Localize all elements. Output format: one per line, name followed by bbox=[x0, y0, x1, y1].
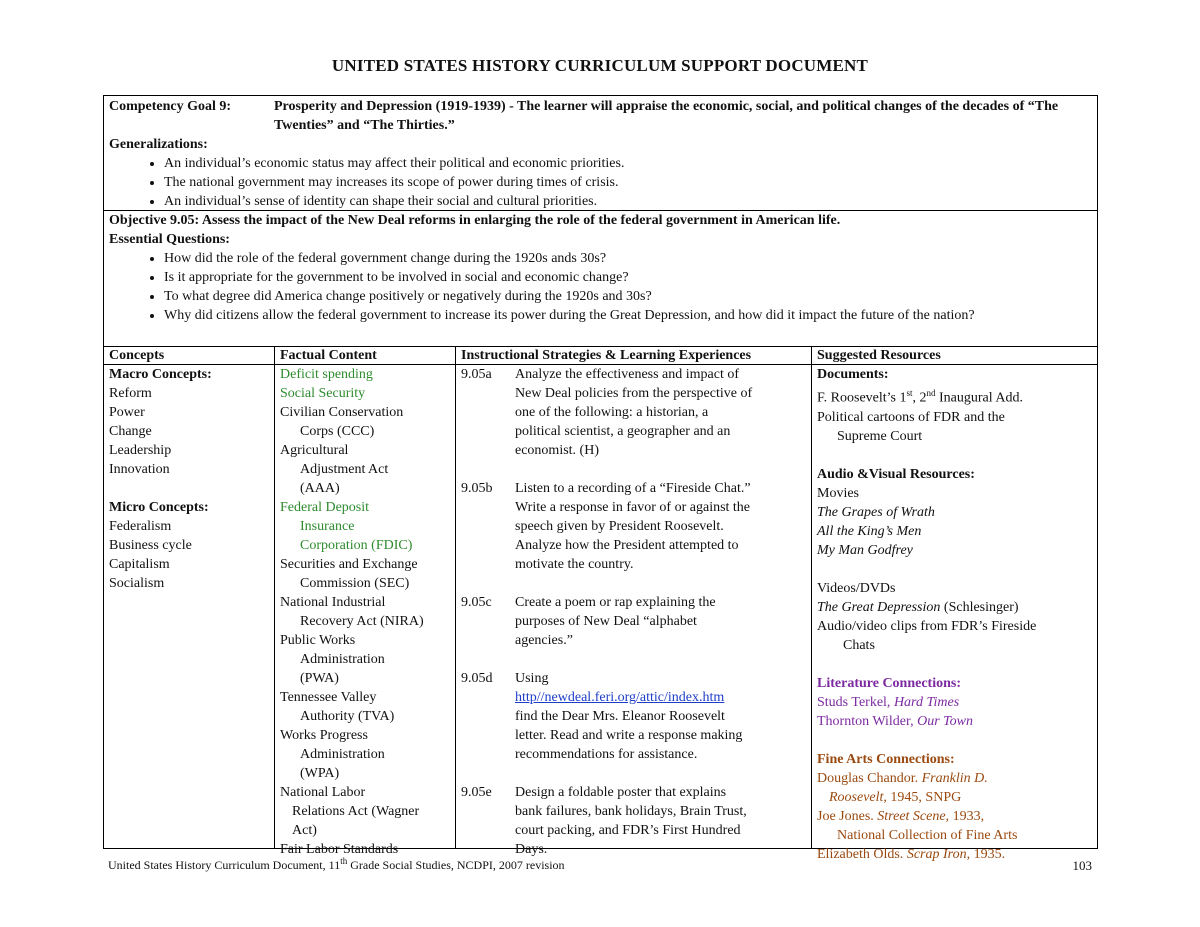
factual-item: Administration bbox=[300, 747, 385, 762]
factual-item: Corporation (FDIC) bbox=[300, 538, 413, 553]
art-item: Elizabeth Olds. Scrap Iron, 1935. bbox=[817, 846, 1006, 862]
movie-title: All the King’s Men bbox=[817, 523, 922, 539]
art-item: Roosevelt, 1945, SNPG bbox=[829, 789, 962, 805]
strategy-line: Listen to a recording of a “Fireside Chat.” bbox=[515, 481, 751, 496]
macro-concepts-heading: Macro Concepts: bbox=[109, 367, 212, 382]
macro-concept: Innovation bbox=[109, 462, 170, 477]
page-number: 103 bbox=[1072, 858, 1092, 873]
strategy-line: recommendations for assistance. bbox=[515, 747, 698, 762]
newdeal-link[interactable]: http//newdeal.feri.org/attic/index.htm bbox=[515, 690, 725, 705]
strategy-line: Using bbox=[515, 671, 549, 686]
av-heading: Audio &Visual Resources: bbox=[817, 466, 975, 482]
list-item: • An individual’s economic status may affect their political and economic priorities. bbox=[164, 154, 1097, 173]
page-footer: United States History Curriculum Document, 11th Grade Social Studies, NCDPI, 2007 revision bbox=[108, 856, 565, 872]
strategy-line: one of the following: a historian, a bbox=[515, 405, 709, 420]
documents-heading: Documents: bbox=[817, 367, 889, 382]
list-item: • To what degree did America change positively or negatively during the 1920s and 30s? bbox=[164, 287, 1097, 306]
factual-item: (PWA) bbox=[300, 671, 339, 686]
strategy-line: Design a foldable poster that explains bbox=[515, 785, 727, 800]
column-header-resources: Suggested Resources bbox=[817, 346, 1097, 365]
strategy-line: economist. (H) bbox=[515, 443, 599, 458]
literature-item: Thornton Wilder, Our Town bbox=[817, 713, 974, 729]
goal-text: Prosperity and Depression (1919-1939) - The learner will appraise the economic, social, and political changes of the decades of “The Twenties” and “The Thirties.” bbox=[274, 99, 1059, 133]
column-divider bbox=[811, 346, 812, 849]
factual-item: Corps (CCC) bbox=[300, 424, 375, 439]
art-item: Joe Jones. Street Scene, 1933, bbox=[817, 808, 985, 824]
curriculum-table bbox=[103, 95, 1098, 862]
strategy-line: agencies.” bbox=[515, 633, 573, 648]
factual-item: Insurance bbox=[300, 519, 355, 534]
macro-concept: Reform bbox=[109, 386, 152, 401]
strategy-line: speech given by President Roosevelt. bbox=[515, 519, 724, 534]
objective-section bbox=[104, 211, 1097, 346]
factual-item: National Industrial bbox=[280, 595, 386, 610]
strategy-9-05c bbox=[461, 593, 806, 650]
strategy-number: 9.05c bbox=[461, 595, 492, 610]
factual-item: Agricultural bbox=[280, 443, 349, 458]
strategy-line: Days. bbox=[515, 842, 548, 857]
essential-questions-heading: Essential Questions: bbox=[109, 232, 230, 247]
movie-title: The Grapes of Wrath bbox=[817, 504, 935, 520]
factual-item: Federal Deposit bbox=[280, 500, 370, 515]
factual-item: National Labor bbox=[280, 785, 366, 800]
concepts-column bbox=[109, 365, 269, 849]
micro-concepts-heading: Micro Concepts: bbox=[109, 500, 209, 515]
movie-title: My Man Godfrey bbox=[817, 542, 913, 558]
factual-item: Recovery Act (NIRA) bbox=[300, 614, 424, 629]
goal-label: Competency Goal 9: bbox=[109, 99, 232, 114]
strategy-line: motivate the country. bbox=[515, 557, 634, 572]
document-item: F. Roosevelt’s 1st, 2nd Inaugural Add. bbox=[817, 388, 1023, 406]
micro-concept: Capitalism bbox=[109, 557, 170, 572]
literature-item: Studs Terkel, Hard Times bbox=[817, 694, 960, 710]
audio-item: Chats bbox=[843, 637, 875, 653]
factual-item: Securities and Exchange bbox=[280, 557, 418, 572]
fine-arts-heading: Fine Arts Connections: bbox=[817, 751, 955, 767]
factual-item: Authority (TVA) bbox=[300, 709, 395, 724]
document-item: Political cartoons of FDR and the bbox=[817, 409, 1005, 425]
document-title: UNITED STATES HISTORY CURRICULUM SUPPORT DOCUMENT bbox=[331, 56, 869, 75]
four-column-grid bbox=[104, 346, 1097, 862]
strategy-number: 9.05b bbox=[461, 481, 493, 496]
macro-concept: Change bbox=[109, 424, 152, 439]
factual-item: Act) bbox=[292, 823, 317, 838]
goal-section bbox=[104, 96, 1097, 211]
art-item: National Collection of Fine Arts bbox=[837, 827, 1018, 843]
list-item: • How did the role of the federal government change during the 1920s ands 30s? bbox=[164, 249, 1097, 268]
list-item: • An individual’s sense of identity can shape their social and cultural priorities. bbox=[164, 192, 1097, 211]
literature-heading: Literature Connections: bbox=[817, 675, 961, 691]
factual-item: Tennessee Valley bbox=[280, 690, 377, 705]
objective-text: Objective 9.05: Assess the impact of the New Deal reforms in enlarging the role of the federal government in American life. bbox=[109, 213, 841, 228]
column-divider bbox=[274, 346, 275, 849]
strategy-line: political scientist, a geographer and an bbox=[515, 424, 731, 439]
factual-item: Deficit spending bbox=[280, 367, 373, 382]
factual-item: Adjustment Act bbox=[300, 462, 389, 477]
strategy-line: Write a response in favor of or against the bbox=[515, 500, 751, 515]
factual-item: Fair Labor Standards bbox=[280, 842, 399, 857]
art-item: Douglas Chandor. Franklin D. bbox=[817, 770, 988, 786]
strategy-9-05b bbox=[461, 479, 806, 574]
column-divider bbox=[455, 346, 456, 849]
factual-item: Public Works bbox=[280, 633, 356, 648]
generalizations-list bbox=[109, 154, 1097, 211]
factual-item: Civilian Conservation bbox=[280, 405, 404, 420]
document-item: Supreme Court bbox=[837, 428, 923, 444]
strategy-line: bank failures, bank holidays, Brain Trust, bbox=[515, 804, 747, 819]
strategies-column bbox=[461, 365, 806, 857]
strategy-line: Create a poem or rap explaining the bbox=[515, 595, 716, 610]
strategy-line: Analyze how the President attempted to bbox=[515, 538, 739, 553]
factual-item: (WPA) bbox=[300, 766, 340, 781]
strategy-9-05d bbox=[461, 669, 806, 764]
factual-item: Administration bbox=[300, 652, 385, 667]
macro-concept: Leadership bbox=[109, 443, 172, 458]
movies-label: Movies bbox=[817, 485, 859, 501]
strategy-9-05e bbox=[461, 783, 806, 859]
factual-item: Commission (SEC) bbox=[300, 576, 410, 591]
header-rule bbox=[104, 346, 1097, 365]
audio-item: Audio/video clips from FDR’s Fireside bbox=[817, 618, 1037, 634]
factual-column bbox=[280, 365, 450, 857]
list-item: • Is it appropriate for the government to be involved in social and economic change? bbox=[164, 268, 1097, 287]
micro-concept: Business cycle bbox=[109, 538, 192, 553]
strategy-line: letter. Read and write a response making bbox=[515, 728, 743, 743]
column-header-strategies: Instructional Strategies & Learning Experiences bbox=[461, 346, 806, 365]
list-item: • Why did citizens allow the federal government to increase its power during the Great Depression, and how did it impact the future of the nation? bbox=[164, 306, 1097, 325]
video-item: The Great Depression (Schlesinger) bbox=[817, 599, 1019, 615]
micro-concept: Socialism bbox=[109, 576, 165, 591]
strategy-number: 9.05e bbox=[461, 785, 492, 800]
strategy-line: court packing, and FDR’s First Hundred bbox=[515, 823, 741, 838]
column-header-concepts: Concepts bbox=[109, 346, 269, 365]
macro-concept: Power bbox=[109, 405, 145, 420]
strategy-line: Analyze the effectiveness and impact of bbox=[515, 367, 740, 382]
micro-concept: Federalism bbox=[109, 519, 172, 534]
strategy-line: New Deal policies from the perspective of bbox=[515, 386, 753, 401]
resources-column bbox=[817, 365, 1097, 862]
videos-label: Videos/DVDs bbox=[817, 580, 896, 596]
factual-item: (AAA) bbox=[300, 481, 340, 496]
factual-item: Works Progress bbox=[280, 728, 368, 743]
strategy-line: purposes of New Deal “alphabet bbox=[515, 614, 697, 629]
strategy-number: 9.05d bbox=[461, 671, 493, 686]
strategy-9-05a bbox=[461, 365, 806, 460]
factual-item: Relations Act (Wagner bbox=[292, 804, 420, 819]
questions-list bbox=[109, 249, 1097, 325]
generalizations-heading: Generalizations: bbox=[109, 137, 208, 152]
factual-item: Social Security bbox=[280, 386, 366, 401]
strategy-number: 9.05a bbox=[461, 367, 492, 382]
column-header-factual: Factual Content bbox=[280, 346, 450, 365]
strategy-line: find the Dear Mrs. Eleanor Roosevelt bbox=[515, 709, 725, 724]
list-item: • The national government may increases its scope of power during times of crisis. bbox=[164, 173, 1097, 192]
